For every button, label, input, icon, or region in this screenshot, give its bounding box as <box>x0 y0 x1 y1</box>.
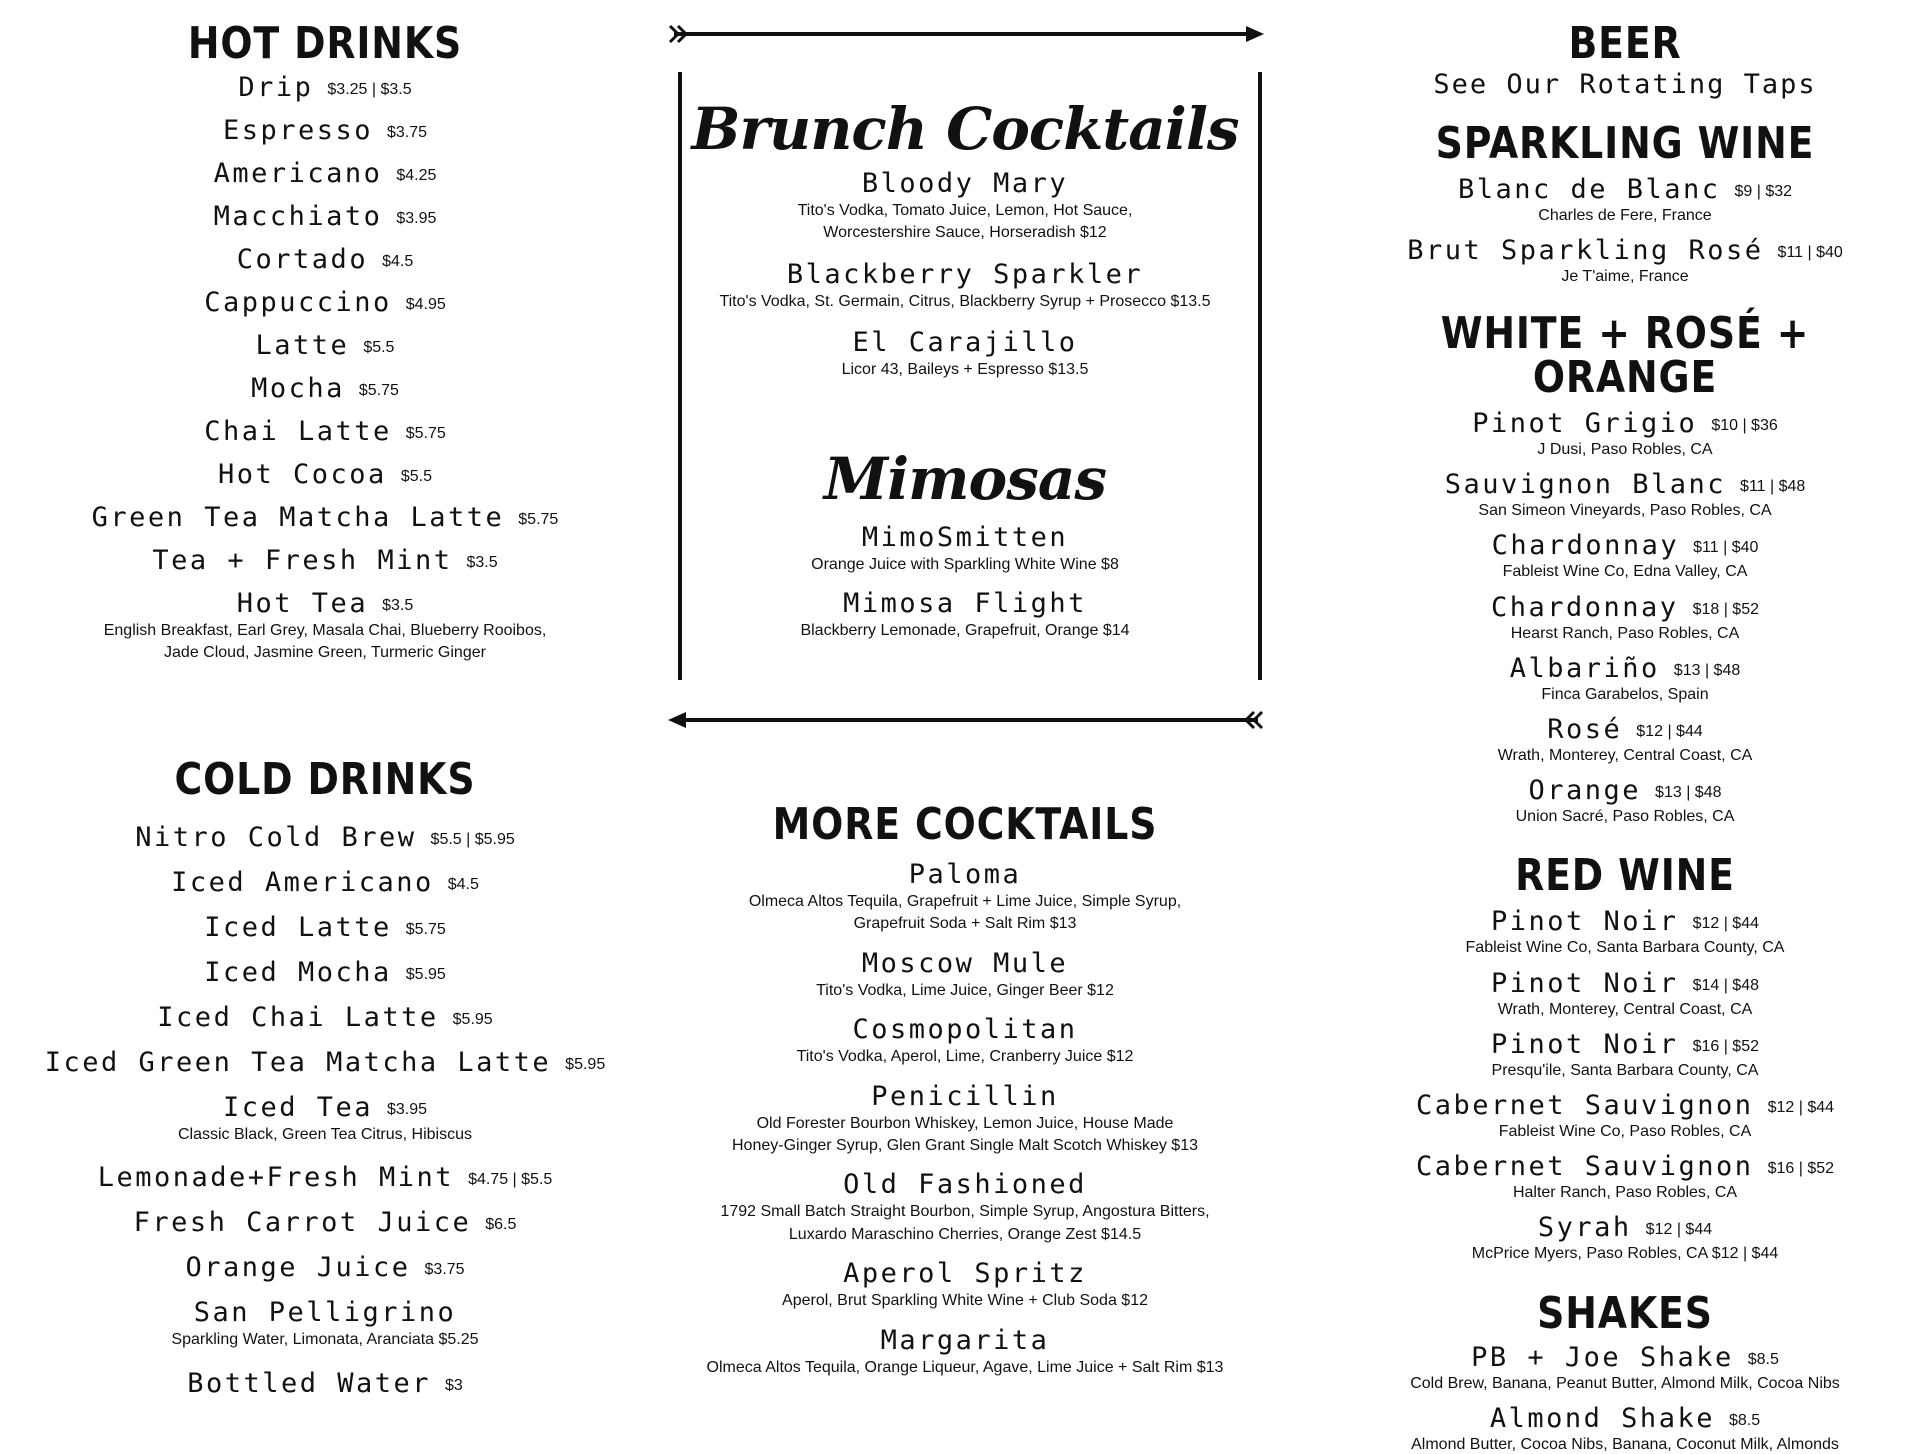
menu-item <box>1330 234 1920 286</box>
menu-item-price: $12 | $44 <box>1636 723 1703 740</box>
menu-item <box>0 1162 650 1194</box>
menu-item-price: $3.5 <box>382 597 414 614</box>
menu-item-name: Moscow Mule <box>861 947 1069 979</box>
menu-item-description: Honey-Ginger Syrup, Glen Grant Single Malt Scotch Whiskey $13 <box>732 1136 1198 1154</box>
menu-item-line <box>0 461 650 488</box>
menu-item-name: Iced Green Tea Matcha Latte <box>44 1047 552 1078</box>
menu-item-price: $3.25 | $3.5 <box>327 81 412 98</box>
brunch-cocktails-section <box>660 95 1270 382</box>
menu-item <box>660 861 1270 936</box>
menu-item-price: $12 | $44 <box>1692 915 1759 933</box>
menu-item-description: Fableist Wine Co, Santa Barbara County, CA <box>1465 939 1785 957</box>
menu-item-description: Presqu'ile, Santa Barbara County, CA <box>1491 1061 1759 1079</box>
menu-item <box>1330 716 1920 765</box>
menu-item-description: Tito's Vodka, Aperol, Lime, Cranberry Juice $12 <box>796 1048 1134 1066</box>
menu-item-name: Cabernet Sauvignon <box>1415 1151 1754 1183</box>
menu-item-name: Cappuccino <box>204 287 392 318</box>
menu-item-description: Cold Brew, Banana, Peanut Butter, Almond Milk, Cocoa Nibs <box>1410 1374 1840 1392</box>
menu-item <box>0 1094 650 1146</box>
menu-item-price: $5.75 <box>405 425 446 442</box>
menu-item-line <box>660 588 1270 620</box>
menu-item-line <box>660 1080 1270 1112</box>
menu-item <box>660 1260 1270 1312</box>
menu-item-description: Worcestershire Sauce, Horseradish $12 <box>823 224 1107 242</box>
left-column <box>0 0 650 1399</box>
menu-item-line <box>0 959 650 986</box>
red-wine-section <box>1330 850 1920 1263</box>
menu-item-price: $9 | $32 <box>1734 182 1793 200</box>
menu-item-line <box>660 524 1270 551</box>
menu-item-line <box>0 117 650 144</box>
menu-item-price: $10 | $36 <box>1711 417 1778 435</box>
menu-item-name: Drip <box>238 72 314 103</box>
hot-drinks-section <box>0 0 650 665</box>
menu-item-line <box>0 1252 650 1284</box>
menu-item-description: Old Forester Bourbon Whiskey, Lemon Juice, House Made <box>756 1114 1174 1132</box>
menu-item-description: Olmeca Altos Tequila, Grapefruit + Lime Juice, Simple Syrup, <box>748 893 1182 910</box>
menu-item-price: $4.5 <box>382 253 414 270</box>
menu-item-price: $5.95 <box>405 966 446 983</box>
menu-item-name: Macchiato <box>213 201 383 232</box>
menu-item-line <box>660 170 1270 197</box>
menu-item-name: Iced Chai Latte <box>157 1002 439 1033</box>
menu-item-name: Blackberry Sparkler <box>786 258 1144 290</box>
menu-item-line <box>1330 234 1920 266</box>
menu-item-name: Iced Mocha <box>204 957 392 988</box>
menu-item-description: Orange Juice with Sparkling White Wine $8 <box>811 556 1119 573</box>
menu-item-description: Almond Butter, Cocoa Nibs, Banana, Coconut Milk, Almonds <box>1411 1435 1839 1453</box>
menu-item-price: $3 <box>445 1376 463 1394</box>
menu-item <box>0 160 650 187</box>
menu-item-line <box>0 1162 650 1194</box>
menu-item-price: $5.95 <box>565 1056 606 1073</box>
menu-item-name: Margarita <box>880 1324 1050 1356</box>
menu-item <box>660 590 1270 642</box>
menu-item-name: Hot Tea <box>236 588 369 619</box>
menu-item-price: $3.95 <box>396 210 437 227</box>
menu-item <box>1330 1028 1920 1080</box>
menu-item-description: Blackberry Lemonade, Grapefruit, Orange $14 <box>800 622 1130 640</box>
menu-item-name: Penicillin <box>871 1080 1059 1112</box>
menu-item-line <box>1330 1028 1920 1060</box>
menu-item-price: $13 | $48 <box>1673 661 1741 679</box>
menu-item-name: Pinot Noir <box>1491 1028 1679 1060</box>
brunch-cocktails-title: Brunch Cocktails <box>691 95 1239 163</box>
menu-item-description: Luxardo Maraschino Cherries, Orange Zest $14.5 <box>788 1225 1142 1243</box>
cold-drinks-title: COLD DRINKS <box>174 754 476 805</box>
bottom-arrow-decoration <box>668 708 1264 732</box>
menu-item-line <box>0 1094 650 1121</box>
menu-item-line <box>1330 775 1920 807</box>
menu-item-line <box>0 869 650 896</box>
menu-item-name: Nitro Cold Brew <box>135 822 417 853</box>
menu-item-line <box>1330 967 1920 999</box>
menu-item-name: Espresso <box>222 115 373 146</box>
menu-item <box>0 461 650 488</box>
menu-item-name: Albariño <box>1509 652 1660 684</box>
mimosas-section <box>660 445 1270 643</box>
menu-item <box>1330 967 1920 1019</box>
menu-item-description: Tito's Vodka, Tomato Juice, Lemon, Hot Sauce, <box>797 202 1133 219</box>
menu-item-price: $4.5 <box>447 876 479 893</box>
menu-item <box>0 914 650 941</box>
more-cocktails-title: MORE COCKTAILS <box>772 799 1158 850</box>
menu-item-price: $16 | $52 <box>1767 1160 1835 1178</box>
white-rose-orange-section <box>1330 308 1920 826</box>
menu-item-name: Mimosa Flight <box>843 588 1087 620</box>
menu-item-name: Blanc de Blanc <box>1457 173 1721 205</box>
menu-item-description: Grapefruit Soda + Salt Rim $13 <box>853 915 1077 933</box>
menu-item <box>1330 532 1920 581</box>
menu-item-line <box>0 375 650 402</box>
menu-item <box>660 1016 1270 1068</box>
menu-item-name: Brut Sparkling Rosé <box>1407 234 1764 266</box>
menu-item <box>660 258 1270 313</box>
menu-item-line <box>0 1004 650 1031</box>
menu-item-name: Iced Americano <box>171 867 434 898</box>
menu-item-line <box>1330 652 1920 684</box>
menu-item-description: Classic Black, Green Tea Citrus, Hibiscus <box>177 1126 473 1143</box>
menu-item <box>660 1080 1270 1158</box>
menu-item-price: $5.5 <box>400 468 432 485</box>
menu-item <box>660 170 1270 245</box>
menu-item-line <box>0 824 650 851</box>
menu-item-name: Mocha <box>251 373 345 404</box>
menu-item-line <box>0 1297 650 1329</box>
more-cocktails-section <box>660 799 1270 1379</box>
menu-item <box>1330 591 1920 643</box>
hot-drinks-title: HOT DRINKS <box>187 18 463 69</box>
menu-item-price: $8.5 <box>1728 1411 1761 1429</box>
beer-section <box>1330 0 1920 100</box>
menu-item <box>0 375 650 402</box>
menu-item-price: $11 | $40 <box>1777 243 1843 261</box>
menu-item-name: Latte <box>255 330 350 361</box>
menu-item-description: San Simeon Vineyards, Paso Robles, CA <box>1478 502 1772 520</box>
menu-item-price: $16 | $52 <box>1692 1037 1759 1055</box>
sparkling-wine-title: SPARKLING WINE <box>1435 117 1815 169</box>
menu-item-name: Iced Latte <box>204 912 392 943</box>
menu-item <box>0 1049 650 1076</box>
menu-item-description: Fableist Wine Co, Paso Robles, CA <box>1498 1122 1752 1140</box>
menu-item-name: MimoSmitten <box>861 522 1069 553</box>
menu-item-price: $14 | $48 <box>1692 976 1759 994</box>
menu-item <box>0 1299 650 1351</box>
menu-item <box>1330 1341 1920 1393</box>
menu-item <box>0 74 650 101</box>
menu-item-line <box>0 1207 650 1239</box>
menu-item-name: Americano <box>213 158 383 189</box>
menu-item <box>660 329 1270 381</box>
menu-item <box>0 824 650 851</box>
menu-item-description: McPrice Myers, Paso Robles, CA $12 | $44 <box>1471 1245 1779 1263</box>
menu-item-description: J Dusi, Paso Robles, CA <box>1537 441 1713 459</box>
menu-item-price: $12 | $44 <box>1767 1098 1835 1116</box>
menu-item-line <box>660 1258 1270 1290</box>
menu-item-line <box>0 289 650 316</box>
menu-item-line <box>1330 716 1920 743</box>
menu-item-name: Sauvignon Blanc <box>1444 469 1727 501</box>
menu-item <box>1330 410 1920 459</box>
menu-item <box>660 524 1270 576</box>
menu-item <box>660 1171 1270 1246</box>
menu-item <box>1330 173 1920 225</box>
menu-item <box>0 1207 650 1239</box>
menu-item-line <box>660 1324 1270 1356</box>
menu-item-line <box>0 418 650 445</box>
menu-item-line <box>1330 1212 1920 1244</box>
menu-item-line <box>660 1014 1270 1046</box>
menu-item <box>0 1367 650 1399</box>
menu-item-name: Hot Cocoa <box>218 459 387 490</box>
menu-item <box>1330 652 1920 704</box>
menu-item <box>0 246 650 273</box>
menu-item-description: Licor 43, Baileys + Espresso $13.5 <box>841 361 1089 379</box>
menu-item <box>0 547 650 574</box>
menu-item <box>0 959 650 986</box>
menu-item <box>660 947 1270 1002</box>
menu-item-name: El Carajillo <box>852 327 1078 359</box>
menu-item-description: Olmeca Altos Tequila, Orange Liqueur, Agave, Lime Juice + Salt Rim $13 <box>706 1358 1224 1376</box>
menu-item-price: $3.5 <box>466 554 498 571</box>
menu-item-name: Orange Juice <box>185 1252 411 1284</box>
menu-item-name: Bloody Mary <box>861 168 1069 199</box>
menu-item-description: Union Sacré, Paso Robles, CA <box>1515 808 1735 826</box>
menu-item-name: Chardonnay <box>1491 530 1680 562</box>
menu-item-line <box>0 160 650 187</box>
menu-item-line <box>1330 530 1920 562</box>
menu-item-price: $18 | $52 <box>1692 600 1759 618</box>
beer-subtitle: See Our Rotating Taps <box>1433 69 1817 100</box>
menu-item-name: Pinot Noir <box>1491 967 1679 999</box>
sparkling-wine-section <box>1330 117 1920 286</box>
cold-drinks-section <box>0 754 650 1399</box>
shakes-section <box>1330 1287 1920 1454</box>
menu-item-line <box>0 1049 650 1076</box>
menu-item-line <box>1330 1341 1920 1373</box>
menu-item-line <box>1330 906 1920 938</box>
menu-item-name: Syrah <box>1537 1212 1632 1244</box>
menu-item <box>1330 1214 1920 1263</box>
menu-item <box>0 203 650 230</box>
menu-item-line <box>1330 1151 1920 1183</box>
menu-item <box>1330 1089 1920 1141</box>
menu-item <box>0 590 650 665</box>
menu-item-description: Tito's Vodka, Lime Juice, Ginger Beer $12 <box>816 981 1114 999</box>
menu-item-name: Chardonnay <box>1491 591 1679 623</box>
menu-item-name: PB + Joe Shake <box>1471 1341 1734 1373</box>
menu-item-name: Lemonade+Fresh Mint <box>97 1162 455 1194</box>
menu-item-line <box>1330 469 1920 501</box>
menu-item-line <box>1330 591 1920 623</box>
menu-item-line <box>1330 173 1920 205</box>
menu-item-name: Aperol Spritz <box>843 1258 1087 1290</box>
menu-item <box>1330 777 1920 826</box>
menu-item-price: $6.5 <box>485 1216 517 1234</box>
menu-item-price: $11 | $40 <box>1693 539 1759 557</box>
menu-item <box>1330 471 1920 520</box>
menu-item-name: Rosé <box>1547 714 1623 745</box>
menu-item-name: Cosmopolitan <box>852 1014 1078 1046</box>
menu-item-name: Iced Tea <box>222 1092 373 1123</box>
menu-item <box>0 117 650 144</box>
menu-item-name: Pinot Noir <box>1491 906 1679 938</box>
menu-item-price: $5.5 <box>363 339 395 356</box>
menu-item-name: Pinot Grigio <box>1472 408 1698 440</box>
menu-item-description: Sparkling Water, Limonata, Aranciata $5.25 <box>171 1331 479 1349</box>
menu-item-price: $11 | $48 <box>1740 478 1806 496</box>
menu-item-line <box>0 504 650 531</box>
menu-item-line <box>660 947 1270 979</box>
menu-item-price: $3.95 <box>387 1101 428 1118</box>
menu-item-price: $13 | $48 <box>1655 784 1722 802</box>
menu-item-price: $5.5 | $5.95 <box>430 831 515 848</box>
menu-item-line <box>0 1367 650 1399</box>
menu-item-description: Charles de Fere, France <box>1538 206 1712 224</box>
menu-item-name: Bottled Water <box>187 1367 432 1399</box>
menu-item-name: Fresh Carrot Juice <box>133 1207 472 1239</box>
menu-item-name: Chai Latte <box>204 416 392 447</box>
menu-item-name: Cortado <box>236 244 369 275</box>
menu-item <box>0 504 650 531</box>
menu-item-description: Halter Ranch, Paso Robles, CA <box>1512 1184 1738 1202</box>
menu-item-line <box>660 258 1270 290</box>
menu-item-description: Tito's Vodka, St. Germain, Citrus, Blackberry Syrup + Prosecco $13.5 <box>719 292 1211 310</box>
menu-item-price: $4.75 | $5.5 <box>468 1171 553 1189</box>
menu-item-description: Jade Cloud, Jasmine Green, Turmeric Ginger <box>164 644 486 662</box>
menu-item-description: Aperol, Brut Sparkling White Wine + Club Soda $12 <box>782 1292 1148 1310</box>
menu-item-line <box>0 547 650 574</box>
menu-item-description: Je T'aime, France <box>1561 267 1689 285</box>
menu-item <box>0 332 650 359</box>
menu-item-price: $4.25 <box>396 167 437 184</box>
menu-item-price: $5.75 <box>358 382 399 399</box>
menu-item-price: $3.75 <box>424 1261 465 1279</box>
menu-item <box>0 289 650 316</box>
shakes-title: SHAKES <box>1537 1287 1713 1339</box>
menu-item <box>0 869 650 896</box>
menu-item-description: Fableist Wine Co, Edna Valley, CA <box>1502 563 1748 581</box>
menu-item-line <box>1330 408 1920 440</box>
menu-item-line <box>660 327 1270 359</box>
menu-item-price: $4.95 <box>405 296 446 313</box>
menu-item-name: Almond Shake <box>1489 1402 1715 1434</box>
menu-item-description: English Breakfast, Earl Grey, Masala Chai, Blueberry Rooibos, <box>103 622 547 639</box>
red-wine-title: RED WINE <box>1515 850 1735 902</box>
beer-title: BEER <box>1568 18 1682 69</box>
menu-item-name: Paloma <box>908 859 1022 890</box>
right-column <box>1330 0 1920 1454</box>
menu-item <box>1330 1402 1920 1454</box>
menu-item-name: Tea + Fresh Mint <box>152 545 453 576</box>
menu-item-description: Wrath, Monterey, Central Coast, CA <box>1497 747 1753 764</box>
menu-item-price: $8.5 <box>1747 1350 1779 1368</box>
menu-item-name: Green Tea Matcha Latte <box>91 502 505 533</box>
menu-item-line <box>0 203 650 230</box>
mimosas-title: Mimosas <box>823 445 1107 513</box>
menu-item <box>1330 908 1920 957</box>
menu-item-line <box>1330 1089 1920 1121</box>
menu-item <box>660 1324 1270 1379</box>
menu-item <box>0 418 650 445</box>
menu-item-name: Cabernet Sauvignon <box>1415 1089 1754 1121</box>
menu-item-description: Finca Garabelos, Spain <box>1541 685 1709 703</box>
menu-item-price: $3.75 <box>387 124 428 141</box>
menu-item-line <box>660 1169 1270 1201</box>
menu-item-description: 1792 Small Batch Straight Bourbon, Simple Syrup, Angostura Bitters, <box>720 1203 1210 1221</box>
menu-item-line <box>0 74 650 101</box>
menu-item-line <box>660 861 1270 888</box>
menu-item-line <box>0 590 650 617</box>
menu-item-name: San Pelligrino <box>193 1297 457 1329</box>
menu-item-description: Hearst Ranch, Paso Robles, CA <box>1510 624 1740 642</box>
menu-item-price: $5.75 <box>405 921 446 938</box>
menu-item-name: Orange <box>1528 775 1642 807</box>
menu-item <box>0 1004 650 1031</box>
menu-item-price: $5.75 <box>518 511 559 528</box>
menu-item-price: $5.95 <box>452 1011 493 1028</box>
menu-item-price: $12 | $44 <box>1645 1221 1713 1239</box>
menu-item-description: Wrath, Monterey, Central Coast, CA <box>1497 1000 1753 1018</box>
top-arrow-decoration <box>668 22 1264 46</box>
menu-item <box>1330 1153 1920 1202</box>
menu-item-line <box>0 246 650 273</box>
white-rose-orange-title: WHITE + ROSÉ + ORANGE <box>1440 308 1810 404</box>
menu-item-name: Old Fashioned <box>843 1169 1087 1201</box>
menu-item <box>0 1252 650 1284</box>
menu-item-line <box>0 914 650 941</box>
menu-item-line <box>0 332 650 359</box>
